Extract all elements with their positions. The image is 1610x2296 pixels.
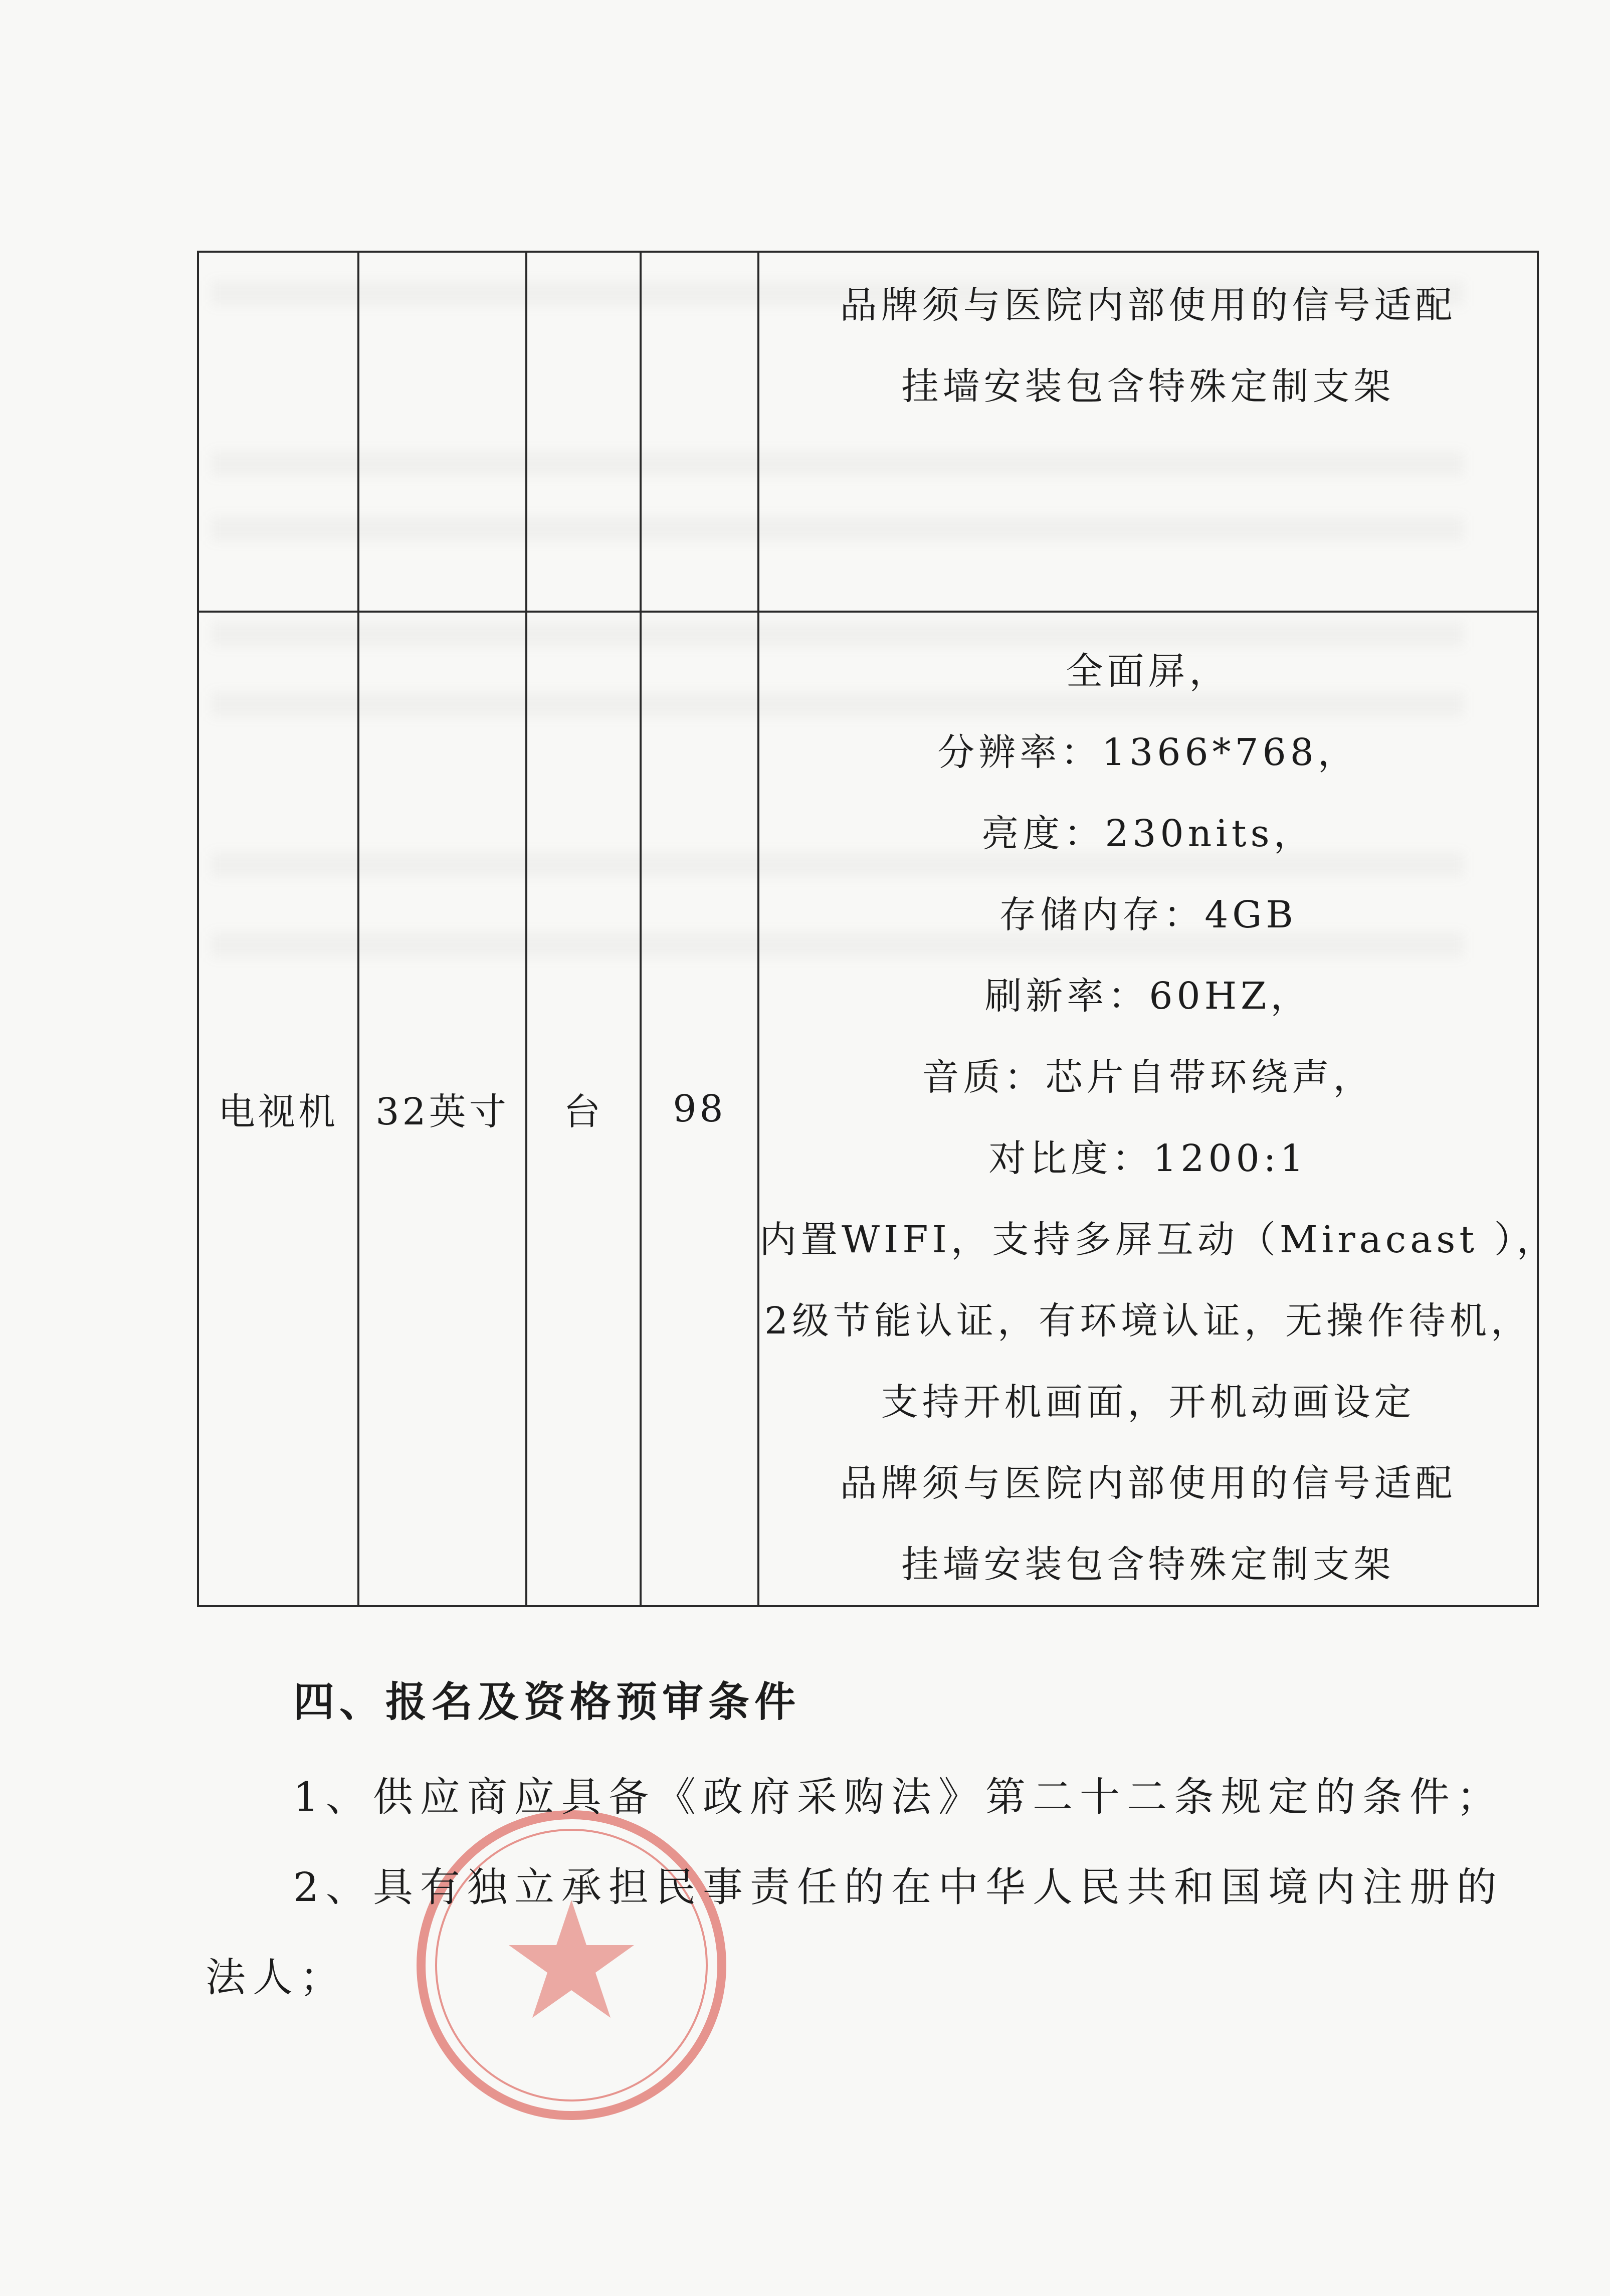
cell-quantity: 98 [641,612,758,1606]
requirement-line: 音质：芯片自带环绕声， [922,1056,1374,1099]
requirement-line: 分辨率：1366*768， [937,731,1359,774]
cell-name [198,252,358,612]
cell-spec-size [358,252,526,612]
official-seal-icon [411,1805,732,2126]
requirement-line: 全面屏， [1066,650,1231,693]
cell-unit: 台 [526,612,641,1606]
section-heading: 四、报名及资格预审条件 [293,1678,801,1726]
paragraph: 2、具有独立承担民事责任的在中华人民共和国境内注册的 [293,1864,1504,1910]
requirement-line: 品牌须与医院内部使用的信号适配 [840,284,1457,327]
cell-requirements [758,612,1558,1606]
requirement-line: 挂墙安装包含特殊定制支架 [901,365,1395,408]
requirement-line: 支持开机画面，开机动画设定 [881,1381,1416,1424]
table-row [198,252,1538,612]
requirement-line: 内置WIFI，支持多屏互动（Miracast ）， [759,1218,1558,1261]
requirement-line: 品牌须与医院内部使用的信号适配 [840,1462,1457,1505]
requirement-line: 存储内存：4GB [999,893,1297,936]
requirement-line: 对比度：1200:1 [988,1137,1308,1180]
cell-requirements [758,252,1538,612]
cell-quantity [641,252,758,612]
cell-unit [526,252,641,612]
table-row [198,612,1538,1606]
requirement-line: 2级节能认证，有环境认证，无操作待机， [764,1299,1532,1343]
paragraph: 法人； [206,1954,347,2001]
cell-name: 电视机 [198,612,358,1606]
requirement-line: 挂墙安装包含特殊定制支架 [901,1543,1395,1586]
cell-spec-size: 32英寸 [358,612,526,1606]
requirement-line: 刷新率：60HZ， [984,975,1312,1018]
paragraph: 1、供应商应具备《政府采购法》第二十二条规定的条件； [293,1774,1504,1820]
spec-table [197,251,1558,1607]
requirement-line: 亮度：230nits， [981,812,1315,855]
